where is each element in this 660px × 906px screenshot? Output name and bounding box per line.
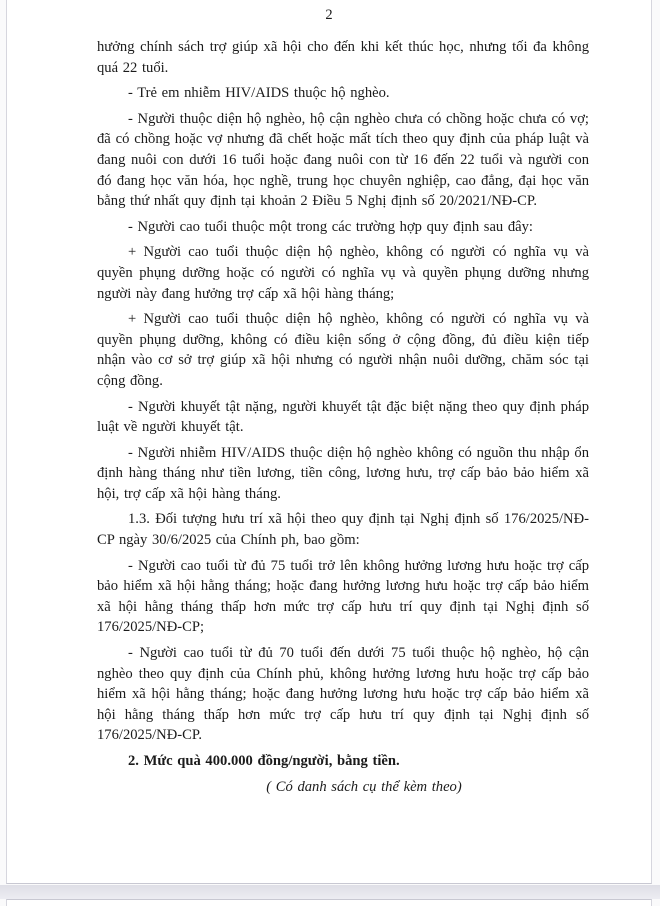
paragraph-section-2-heading: 2. Mức quà 400.000 đồng/người, bằng tiền.: [128, 753, 400, 769]
document-body: [97, 37, 589, 797]
paragraph-dash-item: - Người thuộc diện hộ nghèo, hộ cận nghèo chưa có chồng hoặc chưa có vợ; đã có chồng hoặc vợ nhưng đã chết hoặc mất tích theo quy định của pháp luật và đang nuôi con dưới 16 tuổi hoặc đang nuôi con từ 16 đến 22 tuổi và người con đó đang học văn hóa, học nghề, trung học chuyên nghiệp, cao đẳng, đại học văn bằng thứ nhất quy định tại khoản 2 Điều 5 Nghị định số 20/2021/NĐ-CP.: [97, 110, 589, 210]
paragraph-dash-item: - Người nhiễm HIV/AIDS thuộc diện hộ nghèo không có nguồn thu nhập ổn định hàng tháng như tiền lương, tiền công, lương hưu, trợ cấp bảo bảo hiểm xã hội, trợ cấp xã hội hàng tháng.: [97, 444, 589, 502]
paragraph-section-1-3: 1.3. Đối tượng hưu trí xã hội theo quy định tại Nghị định số 176/2025/NĐ-CP ngày 30/6/2025 của Chính ph, bao gồm:: [97, 511, 589, 549]
paragraph-plus-item: + Người cao tuổi thuộc diện hộ nghèo, không có người có nghĩa vụ và quyền phụng dưỡng hoặc có người có nghĩa vụ và quyền phụng dưỡng nhưng người này đang hưởng trợ cấp xã hội hàng tháng;: [97, 244, 589, 302]
document-page: [6, 0, 652, 884]
paragraph-attachment-note: ( Có danh sách cụ thể kèm theo): [266, 778, 462, 795]
paragraph-dash-item: - Trẻ em nhiễm HIV/AIDS thuộc hộ nghèo.: [128, 85, 390, 102]
paragraph-plus-item: + Người cao tuổi thuộc diện hộ nghèo, không có người có nghĩa vụ và quyền phụng dưỡng, không có điều kiện sống ở cộng đồng, đủ điều kiện tiếp nhận vào cơ sở trợ giúp xã hội nhưng có người nhận nuôi dưỡng, chăm sóc tại cộng đồng.: [97, 311, 589, 389]
paragraph-dash-item: - Người khuyết tật nặng, người khuyết tật đặc biệt nặng theo quy định pháp luật về người khuyết tật.: [97, 398, 589, 436]
paragraph-dash-item: - Người cao tuổi thuộc một trong các trường hợp quy định sau đây:: [128, 218, 533, 235]
paragraph-continuation: hưởng chính sách trợ giúp xã hội cho đến khi kết thúc học, nhưng tối đa không quá 22 tuổi.: [97, 39, 589, 76]
page-number: 2: [325, 7, 333, 23]
paragraph-dash-item: - Người cao tuổi từ đủ 75 tuổi trở lên không hưởng lương hưu hoặc trợ cấp bảo hiểm xã hội hằng tháng; hoặc đang hưởng lương hưu hoặc trợ cấp bảo hiểm xã hội hằng tháng thấp hơn mức trợ cấp hưu trí quy định tại Nghị định số 176/2025/NĐ-CP;: [97, 557, 589, 636]
paragraph-dash-item: - Người cao tuổi từ đủ 70 tuổi đến dưới 75 tuổi thuộc hộ nghèo, hộ cận nghèo theo quy định của Chính phủ, không hưởng lương hưu hoặc trợ cấp bảo hiểm xã hội hằng tháng; hoặc đang hưởng lương hưu hoặc trợ cấp bảo hiểm xã hội hằng tháng thấp hơn mức trợ cấp hưu trí quy định tại Nghị định số 176/2025/NĐ-CP.: [97, 645, 589, 744]
page-gap: [0, 885, 660, 899]
